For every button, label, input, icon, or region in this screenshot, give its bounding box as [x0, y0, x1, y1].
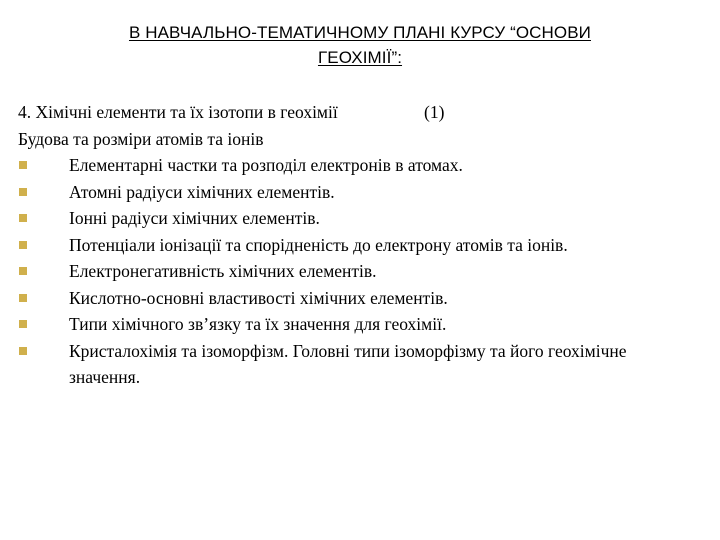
list-item-text: Іонні радіуси хімічних елементів.	[69, 208, 320, 228]
topic-list	[18, 152, 708, 391]
list-item	[18, 338, 708, 391]
square-bullet-icon	[19, 294, 27, 302]
list-item	[18, 232, 708, 259]
list-item-text: Атомні радіуси хімічних елементів.	[69, 181, 335, 202]
list-item-text: Електронегативність хімічних елементів.	[69, 261, 377, 281]
square-bullet-icon	[19, 161, 27, 169]
square-bullet-icon	[19, 320, 27, 328]
section-subheading: Будова та розміри атомів та іонів	[18, 128, 264, 149]
square-bullet-icon	[19, 267, 27, 275]
square-bullet-icon	[19, 241, 27, 249]
list-item	[18, 152, 708, 179]
list-item-text: Потенціали іонізації та спорідненість до електрону атомів та іонів.	[69, 234, 568, 255]
list-item	[18, 205, 708, 232]
square-bullet-icon	[19, 188, 27, 196]
list-item-text: Кристалохімія та ізоморфізм. Головні типи ізоморфізму та його геохімічне значення.	[69, 340, 627, 387]
section-heading: 4. Хімічні елементи та їх ізотопи в геохімії	[18, 102, 338, 122]
section-heading-row	[18, 99, 708, 126]
list-item-text: Елементарні частки та розподіл електронів в атомах.	[69, 155, 463, 175]
list-item	[18, 285, 708, 312]
list-item	[18, 179, 708, 206]
section-hours: (1)	[424, 102, 445, 122]
square-bullet-icon	[19, 214, 27, 222]
list-item	[18, 258, 708, 285]
square-bullet-icon	[19, 347, 27, 355]
slide-title-line-2: ГЕОХІМІЇ”:	[317, 48, 403, 67]
slide-body	[18, 99, 708, 391]
slide-title	[40, 20, 680, 70]
list-item-text: Кислотно-основні властивості хімічних елементів.	[69, 287, 448, 308]
list-item-text: Типи хімічного зв’язку та їх значення для геохімії.	[69, 314, 447, 334]
slide-title-line-1: В НАВЧАЛЬНО-ТЕМАТИЧНОМУ ПЛАНІ КУРСУ “ОСНОВИ	[128, 23, 591, 42]
list-item	[18, 311, 708, 338]
